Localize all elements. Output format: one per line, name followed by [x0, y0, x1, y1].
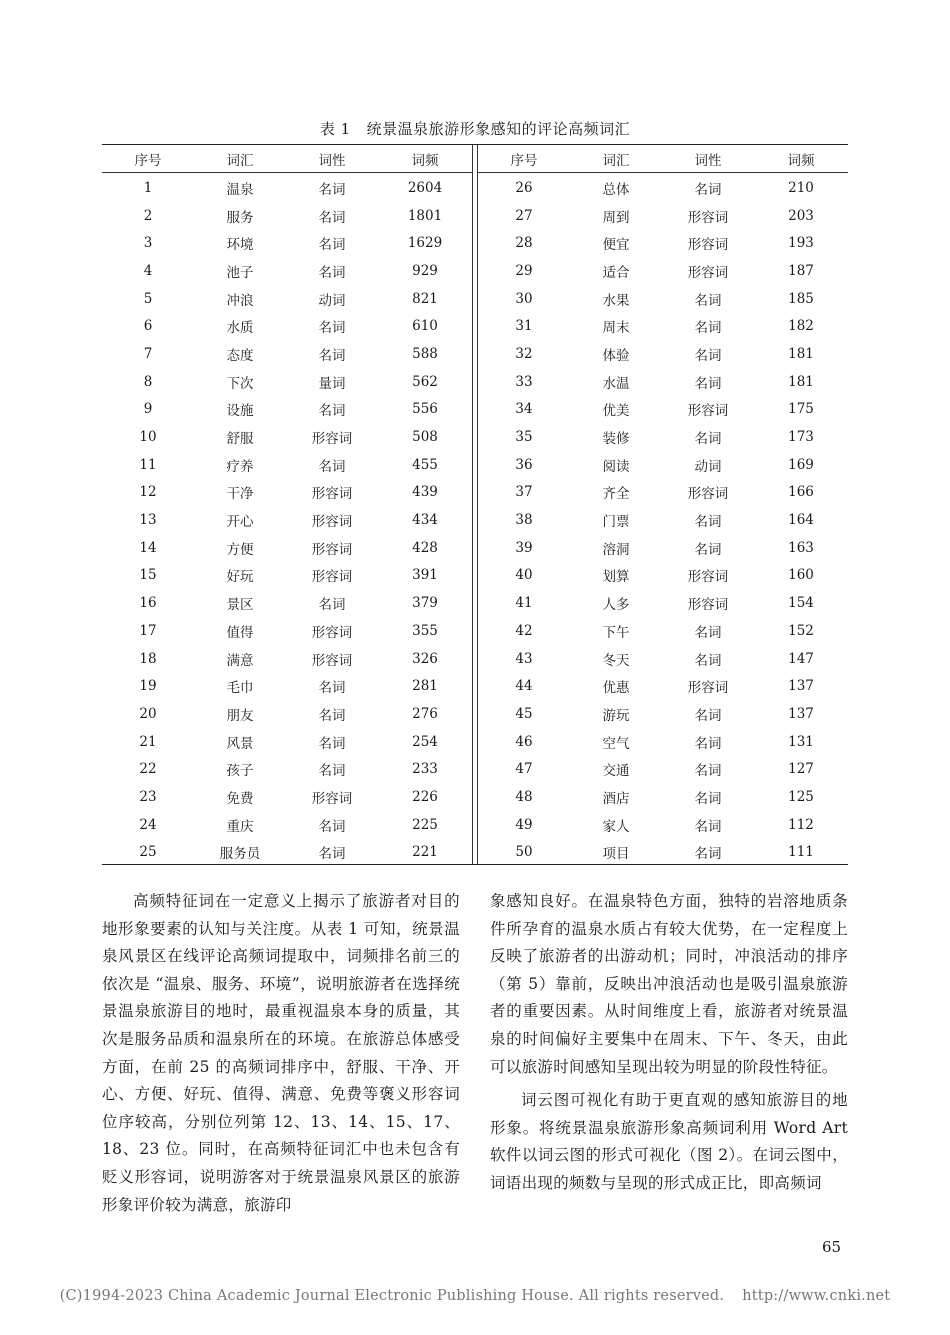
cell-index: 6: [143, 318, 153, 335]
cell-pos: 名词: [318, 209, 346, 226]
cell-index: 37: [515, 484, 533, 501]
table-row: [102, 783, 472, 811]
header-frequency: 词频: [411, 152, 439, 169]
header-word: 词汇: [602, 152, 630, 169]
cell-frequency: 210: [788, 179, 814, 196]
cell-pos: 名词: [694, 347, 722, 364]
cell-pos: 名词: [318, 597, 346, 614]
cell-frequency: 137: [788, 678, 814, 695]
cell-frequency: 173: [788, 429, 814, 446]
cell-pos: 名词: [318, 735, 346, 752]
cell-index: 26: [515, 179, 533, 196]
cell-index: 11: [139, 456, 157, 473]
cell-index: 14: [139, 539, 157, 556]
cell-frequency: 276: [412, 705, 438, 722]
cell-word: 朋友: [226, 707, 254, 724]
table-row: [102, 451, 472, 479]
table-row: [478, 839, 848, 867]
cell-frequency: 379: [412, 595, 438, 612]
table-row: [478, 534, 848, 562]
cell-frequency: 193: [788, 235, 814, 252]
cell-index: 12: [139, 484, 157, 501]
cell-word: 干净: [226, 486, 254, 503]
table-header-row: [478, 145, 848, 173]
cell-pos: 名词: [318, 264, 346, 281]
cell-pos: 形容词: [687, 403, 729, 420]
cell-word: 好玩: [226, 569, 254, 586]
cell-pos: 动词: [318, 292, 346, 309]
cell-word: 空气: [602, 735, 630, 752]
cell-pos: 名词: [694, 541, 722, 558]
table-row: [478, 811, 848, 839]
cell-word: 服务: [226, 209, 254, 226]
cell-index: 29: [515, 262, 533, 279]
cell-pos: 名词: [318, 818, 346, 835]
cell-word: 交通: [602, 763, 630, 780]
table-row: [478, 312, 848, 340]
table-body-right: [478, 173, 848, 866]
cell-index: 36: [515, 456, 533, 473]
cell-frequency: 185: [788, 290, 814, 307]
cell-frequency: 226: [412, 788, 438, 805]
cell-word: 溶洞: [602, 541, 630, 558]
copyright-text: (C)1994-2023 China Academic Journal Electronic Publishing House. All rights reserved.: [59, 1288, 725, 1304]
cell-frequency: 221: [412, 844, 438, 861]
table-row: [102, 700, 472, 728]
cell-pos: 名词: [318, 403, 346, 420]
table-row: [102, 728, 472, 756]
cell-frequency: 2604: [407, 179, 443, 196]
table-row: [102, 202, 472, 230]
copyright-footer: [0, 1288, 950, 1304]
cell-frequency: 164: [788, 512, 814, 529]
cell-frequency: 610: [412, 318, 438, 335]
cell-frequency: 254: [412, 733, 438, 750]
cell-frequency: 127: [788, 761, 814, 778]
cell-frequency: 166: [788, 484, 814, 501]
cell-index: 39: [515, 539, 533, 556]
cell-index: 25: [139, 844, 157, 861]
table-row: [102, 312, 472, 340]
cell-pos: 名词: [694, 320, 722, 337]
table-row: [478, 506, 848, 534]
cell-index: 16: [139, 595, 157, 612]
table-row: [478, 783, 848, 811]
cell-word: 便宜: [602, 237, 630, 254]
table-row: [102, 645, 472, 673]
cell-frequency: 281: [412, 678, 438, 695]
table-row: [478, 340, 848, 368]
cell-pos: 名词: [318, 680, 346, 697]
cell-word: 游玩: [602, 707, 630, 724]
cell-index: 27: [515, 207, 533, 224]
cell-word: 下次: [226, 375, 254, 392]
table-row: [102, 839, 472, 867]
cell-index: 24: [139, 816, 157, 833]
cell-pos: 形容词: [687, 569, 729, 586]
cell-word: 家人: [602, 818, 630, 835]
cell-pos: 形容词: [311, 652, 353, 669]
cell-word: 池子: [226, 264, 254, 281]
cell-frequency: 562: [412, 373, 438, 390]
cell-frequency: 137: [788, 705, 814, 722]
cell-index: 38: [515, 512, 533, 529]
cell-index: 1: [143, 179, 153, 196]
cell-word: 毛巾: [226, 680, 254, 697]
cell-frequency: 1801: [407, 207, 443, 224]
cell-word: 门票: [602, 514, 630, 531]
cell-index: 32: [515, 345, 533, 362]
cell-frequency: 152: [788, 622, 814, 639]
cell-word: 齐全: [602, 486, 630, 503]
table-row: [102, 506, 472, 534]
table-row: [102, 229, 472, 257]
cell-pos: 名词: [694, 846, 722, 863]
cell-frequency: 181: [788, 373, 814, 390]
cell-word: 周末: [602, 320, 630, 337]
cell-word: 孩子: [226, 763, 254, 780]
cell-index: 50: [515, 844, 533, 861]
cell-pos: 名词: [318, 846, 346, 863]
cell-pos: 形容词: [687, 264, 729, 281]
cell-frequency: 233: [412, 761, 438, 778]
cell-index: 35: [515, 429, 533, 446]
paragraph: 象感知良好。在温泉特色方面，独特的岩溶地质条件所孕育的温泉水质占有较大优势，在一定程度上反映了旅游者的出游动机；同时，冲浪活动的排序（第 5）靠前，反映出冲浪活动也是吸引温泉旅游者的重要因素。从时间维度上看，旅游者对统景温泉的时间偏好主要集中在周末、下午、冬天，由此可以旅游时间感知呈现出较为明显的阶段性特征。: [490, 892, 848, 1076]
cell-frequency: 181: [788, 345, 814, 362]
cell-pos: 名词: [318, 237, 346, 254]
cell-pos: 形容词: [311, 431, 353, 448]
cell-index: 18: [139, 650, 157, 667]
cell-word: 冬天: [602, 652, 630, 669]
table-row: [478, 672, 848, 700]
cell-index: 49: [515, 816, 533, 833]
cell-word: 体验: [602, 347, 630, 364]
cell-word: 适合: [602, 264, 630, 281]
table-row: [478, 589, 848, 617]
table-row: [478, 479, 848, 507]
cell-word: 温泉: [226, 181, 254, 198]
cell-index: 8: [143, 373, 153, 390]
table-row: [102, 811, 472, 839]
table-number: 表 1: [319, 120, 351, 138]
cell-index: 7: [143, 345, 153, 362]
header-pos: 词性: [694, 152, 722, 169]
paragraph: 词云图可视化有助于更直观的感知旅游目的地形象。将统景温泉旅游形象高频词利用 Word Art 软件以词云图的形式可视化（图 2）。在词云图中，词语出现的频数与呈现的形式成正比，即高频词: [490, 1091, 848, 1192]
cell-pos: 形容词: [311, 541, 353, 558]
cell-frequency: 326: [412, 650, 438, 667]
header-index: 序号: [134, 152, 162, 169]
cell-word: 风景: [226, 735, 254, 752]
table-right-half: [478, 145, 848, 866]
cell-word: 方便: [226, 541, 254, 558]
cell-index: 10: [139, 429, 157, 446]
cell-word: 服务员: [219, 846, 261, 863]
table-row: [478, 229, 848, 257]
cell-word: 优惠: [602, 680, 630, 697]
table-row: [478, 755, 848, 783]
cell-pos: 动词: [694, 458, 722, 475]
cell-word: 舒服: [226, 431, 254, 448]
cell-index: 44: [515, 678, 533, 695]
page-number: 65: [822, 1238, 842, 1256]
table-row: [102, 755, 472, 783]
cell-index: 22: [139, 761, 157, 778]
cell-pos: 名词: [318, 347, 346, 364]
cell-index: 31: [515, 318, 533, 335]
table-row: [478, 645, 848, 673]
cell-index: 45: [515, 705, 533, 722]
cell-pos: 名词: [694, 624, 722, 641]
cell-word: 装修: [602, 431, 630, 448]
cell-pos: 名词: [694, 652, 722, 669]
cell-pos: 名词: [694, 375, 722, 392]
cell-pos: 名词: [694, 763, 722, 780]
cell-pos: 形容词: [311, 569, 353, 586]
cell-pos: 名词: [318, 320, 346, 337]
cell-frequency: 203: [788, 207, 814, 224]
table-title: 统景温泉旅游形象感知的评论高频词汇: [366, 120, 631, 138]
header-word: 词汇: [226, 152, 254, 169]
table-row: [102, 479, 472, 507]
cell-frequency: 434: [412, 512, 438, 529]
table-row: [478, 257, 848, 285]
table-row: [102, 174, 472, 202]
cell-word: 态度: [226, 347, 254, 364]
cell-index: 43: [515, 650, 533, 667]
cell-pos: 名词: [694, 790, 722, 807]
cell-frequency: 428: [412, 539, 438, 556]
cell-word: 人多: [602, 597, 630, 614]
cell-index: 41: [515, 595, 533, 612]
cell-pos: 形容词: [311, 624, 353, 641]
table-caption: [0, 118, 950, 139]
header-index: 序号: [510, 152, 538, 169]
cell-pos: 形容词: [311, 790, 353, 807]
cell-word: 酒店: [602, 790, 630, 807]
cell-frequency: 125: [788, 788, 814, 805]
table-row: [478, 285, 848, 313]
cell-frequency: 182: [788, 318, 814, 335]
cell-pos: 名词: [694, 735, 722, 752]
header-pos: 词性: [318, 152, 346, 169]
cell-word: 总体: [602, 181, 630, 198]
cell-frequency: 588: [412, 345, 438, 362]
cell-pos: 名词: [694, 431, 722, 448]
cell-frequency: 163: [788, 539, 814, 556]
cell-frequency: 821: [412, 290, 438, 307]
cell-index: 5: [143, 290, 153, 307]
table-row: [102, 368, 472, 396]
cell-pos: 名词: [318, 181, 346, 198]
cell-pos: 名词: [318, 763, 346, 780]
table-row: [478, 202, 848, 230]
cell-index: 21: [139, 733, 157, 750]
cell-index: 3: [143, 235, 153, 252]
cell-word: 下午: [602, 624, 630, 641]
cell-word: 设施: [226, 403, 254, 420]
cell-frequency: 111: [788, 844, 814, 861]
cell-index: 42: [515, 622, 533, 639]
cell-index: 40: [515, 567, 533, 584]
cell-pos: 名词: [694, 818, 722, 835]
cell-word: 阅读: [602, 458, 630, 475]
cell-word: 开心: [226, 514, 254, 531]
cell-index: 30: [515, 290, 533, 307]
table-left-half: [102, 145, 472, 866]
cell-index: 33: [515, 373, 533, 390]
table-row: [102, 423, 472, 451]
table-row: [102, 285, 472, 313]
table-row: [478, 368, 848, 396]
cell-word: 免费: [226, 790, 254, 807]
paragraph: 高频特征词在一定意义上揭示了旅游者对目的地形象要素的认知与关注度。从表 1 可知，统景温泉风景区在线评论高频词提取中，词频排名前三的依次是 “温泉、服务、环境”，说明旅游者在选择统景温泉旅游目的地时，最重视温泉本身的质量，其次是服务品质和温泉所在的环境。在旅游总体感受方面，在前 25 的高频词排序中，舒服、干净、开心、方便、好玩、值得、满意、免费等褒义形容词位序较高，分别位列第 12、13、14、15、17、18、23 位。同时，在高频特征词汇中也未包含有贬义形容词，说明游客对于统景温泉风景区的旅游形象评价较为满意，旅游印: [102, 892, 460, 1214]
cell-frequency: 439: [412, 484, 438, 501]
cell-pos: 形容词: [311, 514, 353, 531]
cell-frequency: 131: [788, 733, 814, 750]
cell-frequency: 112: [788, 816, 814, 833]
footer-url: http://www.cnki.net: [742, 1288, 891, 1304]
cell-word: 冲浪: [226, 292, 254, 309]
cell-index: 20: [139, 705, 157, 722]
cell-pos: 形容词: [687, 597, 729, 614]
cell-index: 46: [515, 733, 533, 750]
table-row: [102, 617, 472, 645]
table-row: [478, 174, 848, 202]
cell-index: 48: [515, 788, 533, 805]
table-row: [478, 423, 848, 451]
cell-pos: 名词: [694, 181, 722, 198]
cell-frequency: 1629: [407, 235, 443, 252]
cell-pos: 形容词: [687, 680, 729, 697]
cell-index: 15: [139, 567, 157, 584]
table-row: [478, 617, 848, 645]
cell-frequency: 160: [788, 567, 814, 584]
cell-word: 水质: [226, 320, 254, 337]
table-row: [102, 340, 472, 368]
cell-index: 34: [515, 401, 533, 418]
cell-frequency: 556: [412, 401, 438, 418]
cell-word: 周到: [602, 209, 630, 226]
cell-pos: 形容词: [311, 486, 353, 503]
table-row: [478, 396, 848, 424]
cell-index: 23: [139, 788, 157, 805]
body-column-left: [102, 888, 460, 1219]
table-row: [102, 589, 472, 617]
table-row: [478, 451, 848, 479]
cell-pos: 形容词: [687, 486, 729, 503]
table-row: [102, 672, 472, 700]
table-row: [478, 562, 848, 590]
cell-frequency: 455: [412, 456, 438, 473]
cell-word: 满意: [226, 652, 254, 669]
table-row: [102, 562, 472, 590]
cell-index: 2: [143, 207, 153, 224]
cell-index: 13: [139, 512, 157, 529]
cell-frequency: 929: [412, 262, 438, 279]
cell-word: 水温: [602, 375, 630, 392]
table-body-left: [102, 173, 472, 866]
cell-index: 47: [515, 761, 533, 778]
cell-word: 值得: [226, 624, 254, 641]
cell-word: 景区: [226, 597, 254, 614]
cell-frequency: 175: [788, 401, 814, 418]
cell-pos: 形容词: [687, 209, 729, 226]
cell-pos: 名词: [318, 707, 346, 724]
cell-pos: 名词: [694, 707, 722, 724]
table-row: [102, 257, 472, 285]
cell-word: 环境: [226, 237, 254, 254]
cell-word: 划算: [602, 569, 630, 586]
cell-word: 项目: [602, 846, 630, 863]
cell-pos: 量词: [318, 375, 346, 392]
cell-pos: 名词: [318, 458, 346, 475]
cell-index: 28: [515, 235, 533, 252]
cell-pos: 名词: [694, 514, 722, 531]
table-row: [478, 728, 848, 756]
cell-word: 重庆: [226, 818, 254, 835]
cell-frequency: 225: [412, 816, 438, 833]
cell-frequency: 169: [788, 456, 814, 473]
table-row: [102, 534, 472, 562]
cell-index: 9: [143, 401, 153, 418]
cell-index: 4: [143, 262, 153, 279]
cell-index: 17: [139, 622, 157, 639]
cell-frequency: 154: [788, 595, 814, 612]
cell-word: 疗养: [226, 458, 254, 475]
header-frequency: 词频: [787, 152, 815, 169]
cell-frequency: 508: [412, 429, 438, 446]
cell-frequency: 147: [788, 650, 814, 667]
body-column-right: [490, 888, 848, 1198]
table-header-row: [102, 145, 472, 173]
cell-index: 19: [139, 678, 157, 695]
frequency-table: [102, 144, 848, 865]
table-row: [478, 700, 848, 728]
cell-frequency: 187: [788, 262, 814, 279]
cell-frequency: 391: [412, 567, 438, 584]
cell-frequency: 355: [412, 622, 438, 639]
cell-word: 优美: [602, 403, 630, 420]
cell-word: 水果: [602, 292, 630, 309]
table-row: [102, 396, 472, 424]
cell-pos: 形容词: [687, 237, 729, 254]
cell-pos: 名词: [694, 292, 722, 309]
